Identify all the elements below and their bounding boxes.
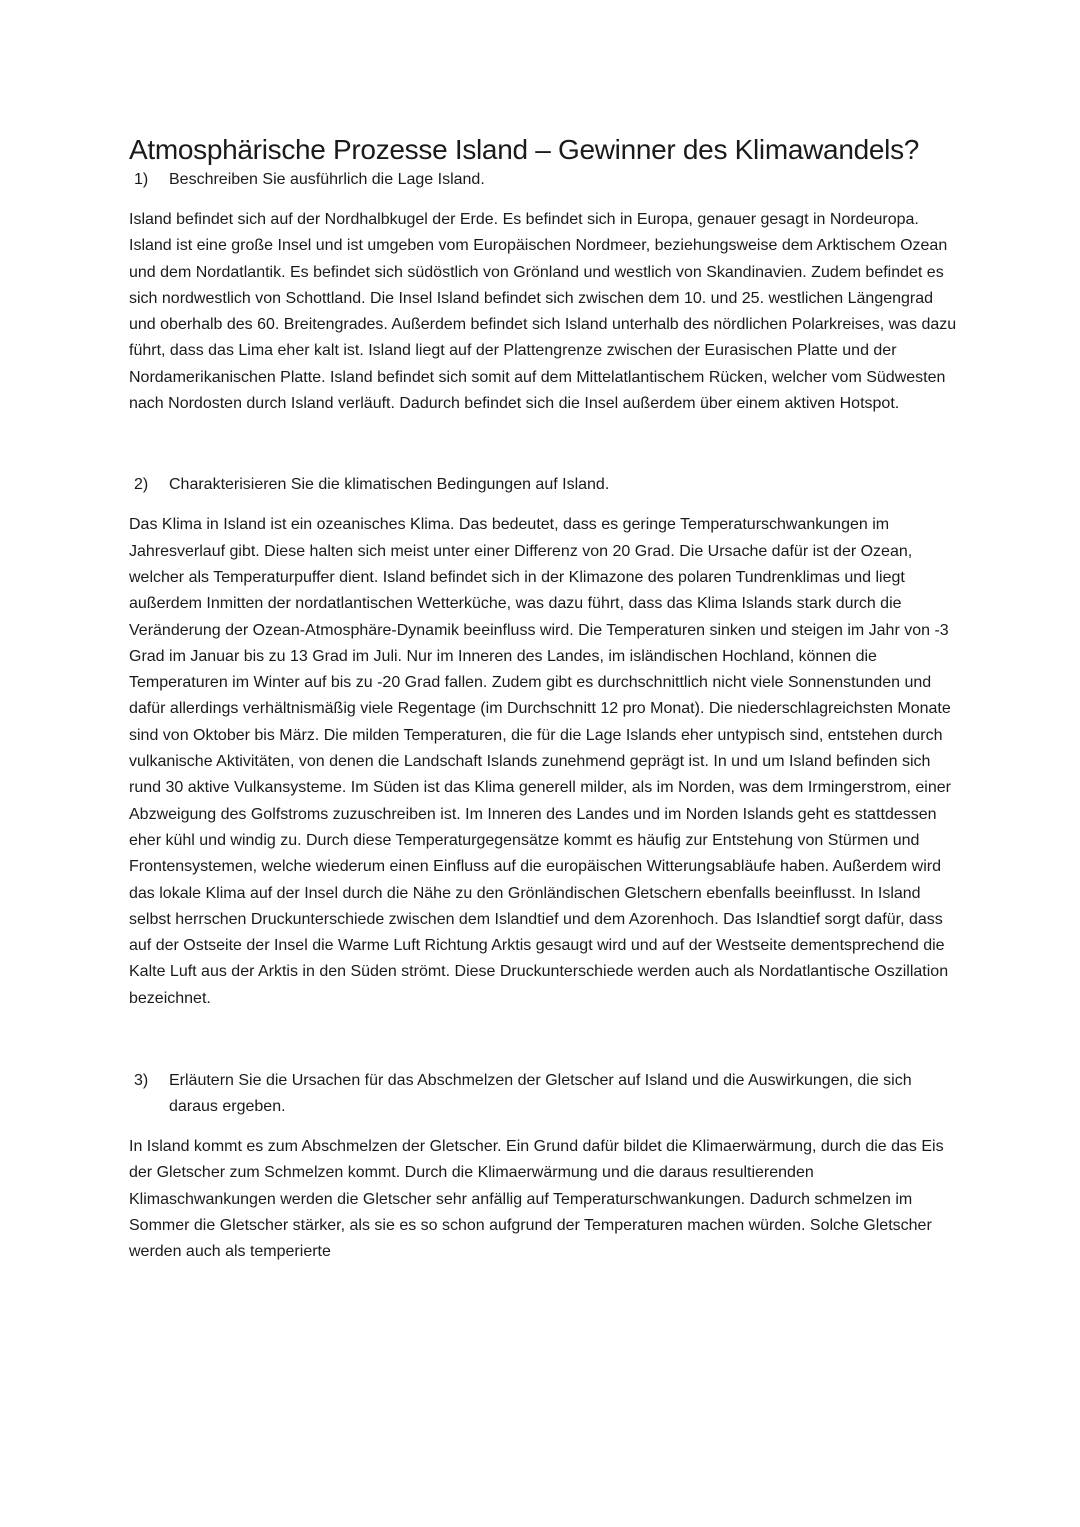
question-number: 1) [134, 171, 149, 188]
question-number: 2) [134, 476, 149, 494]
question-3 [129, 1068, 959, 1120]
question-2 [129, 472, 959, 498]
answer-3: In Island kommt es zum Abschmelzen der Gletscher. Ein Grund dafür bildet die Klimaerwärmung, durch die das Eis der Gletscher zum Schmelzen kommt. Durch die Klimaerwärmung und die daraus resultierenden Klimaschwankungen werden die Gletscher sehr anfällig auf Temperaturschwankungen. Dadurch schmelzen im Sommer die Gletscher stärker, als sie es so schon aufgrund der Temperaturen machen würden. Solche Gletscher werden auch als temperierte [129, 1138, 944, 1261]
question-1 [129, 167, 959, 193]
answer-2: Das Klima in Island ist ein ozeanisches Klima. Das bedeutet, dass es geringe Temperaturschwankungen im Jahresverlauf gibt. Diese halten sich meist unter einer Differenz von 20 Grad. Die Ursache dafür ist der Ozean, welcher als Temperaturpuffer dient. Island befindet sich in der Klimazone des polaren Tundrenklimas und liegt außerdem Inmitten der nordatlantischen Wetterküche, was dazu führt, dass das Klima Islands stark durch die Veränderung der Ozean-Atmosphäre-Dynamik beeinfluss wird. Die Temperaturen sinken und steigen im Jahr von -3 Grad im Januar bis zu 13 Grad im Juli. Nur im Inneren des Landes, im isländischen Hochland, können die Temperaturen im Winter auf bis zu -20 Grad fallen. Zudem gibt es durchschnittlich nicht viele Sonnenstunden und dafür allerdings verhältnismäßig viele Regentage (im Durchschnitt 12 pro Monat). Die niederschlagreichsten Monate sind von Oktober bis März. Die milden Temperaturen, die für die Lage Islands eher untypisch sind, entstehen durch vulkanische Aktivitäten, von denen die Landschaft Islands zunehmend geprägt ist. In und um Island befinden sich rund 30 aktive Vulkansysteme. Im Süden ist das Klima generell milder, als im Norden, was dem Irmingerstrom, einer Abzweigung des Golfstroms zuzuschreiben ist. Im Inneren des Landes und im Norden Islands geht es stattdessen eher kühl und windig zu. Durch diese Temperaturgegensätze kommt es häufig zur Entstehung von Stürmen und Frontensystemen, welche wiederum einen Einfluss auf die europäischen Witterungsabläufe haben. Außerdem wird das lokale Klima auf der Insel durch die Nähe zu den Grönländischen Gletschern ebenfalls beeinflusst. In Island selbst herrschen Druckunterschiede zwischen dem Islandtief und dem Azorenhoch. Das Islandtief sorgt dafür, dass auf der Ostseite der Insel die Warme Luft Richtung Arktis gesaugt wird und auf der Westseite dementsprechend die Kalte Luft aus der Arktis in den Süden strömt. Diese Druckunterschiede werden auch als Nordatlantische Oszillation bezeichnet. [129, 516, 951, 1007]
question-text: Charakterisieren Sie die klimatischen Bedingungen auf Island. [169, 476, 610, 494]
question-number: 3) [134, 1072, 149, 1090]
question-text: Beschreiben Sie ausführlich die Lage Island. [169, 171, 485, 188]
question-text: Erläutern Sie die Ursachen für das Abschmelzen der Gletscher auf Island und die Auswirkungen, die sich daraus ergeben. [169, 1072, 912, 1116]
answer-1: Island befindet sich auf der Nordhalbkugel der Erde. Es befindet sich in Europa, genauer gesagt in Nordeuropa. Island ist eine große Insel und ist umgeben vom Europäischen Nordmeer, beziehungsweise dem Arktischem Ozean und dem Nordatlantik. Es befindet sich südöstlich von Grönland und westlich von Skandinavien. Zudem befindet es sich nordwestlich von Schottland. Die Insel Island befindet sich zwischen dem 10. und 25. westlichen Längengrad und oberhalb des 60. Breitengrades. Außerdem befindet sich Island unterhalb des nördlichen Polarkreises, was dazu führt, dass das Lima eher kalt ist. Island liegt auf der Plattengrenze zwischen der Eurasischen Platte und der Nordamerikanischen Platte. Island befindet sich somit auf dem Mittelatlantischem Rücken, welcher vom Südwesten nach Nordosten durch Island verläuft. Dadurch befindet sich die Insel außerdem über einem aktiven Hotspot. [129, 211, 957, 413]
document-content [129, 131, 959, 1266]
document-title: Atmosphärische Prozesse Island – Gewinner des Klimawandels? [129, 134, 920, 165]
